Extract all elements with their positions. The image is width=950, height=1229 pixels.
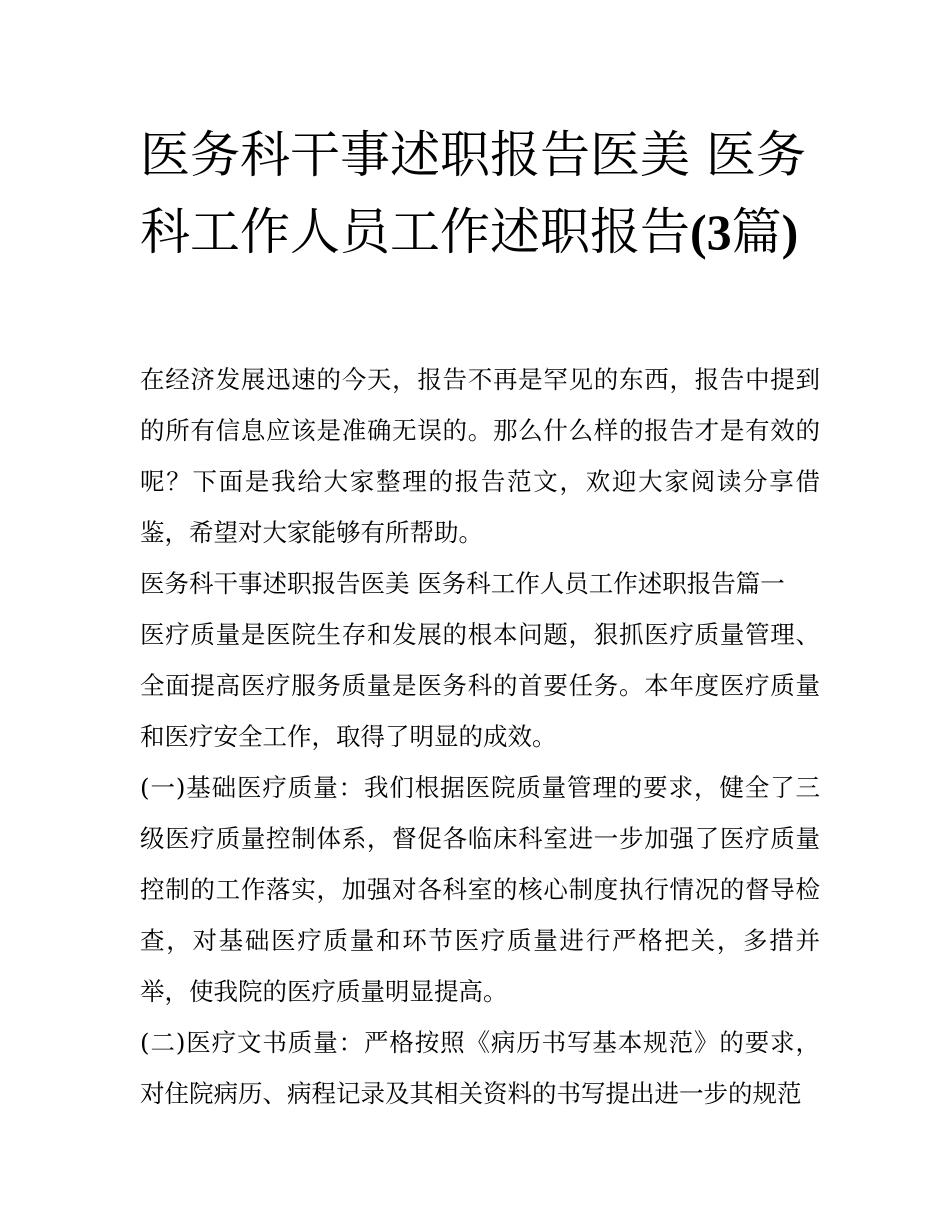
body-paragraph: (二)医疗文书质量：严格按照《病历书写基本规范》的要求，对住院病历、病程记录及其相关资料的书写提出进一步的规范: [140, 1028, 820, 1108]
body-paragraph: (一)基础医疗质量：我们根据医院质量管理的要求，健全了三级医疗质量控制体系，督促各临床科室进一步加强了医疗质量控制的工作落实，加强对各科室的核心制度执行情况的督导检查，对基础医疗质量和环节医疗质量进行严格把关，多措并举，使我院的医疗质量明显提高。: [140, 773, 820, 1006]
section-heading: 医务科干事述职报告医美 医务科工作人员工作述职报告篇一: [140, 569, 785, 598]
intro-paragraph: 在经济发展迅速的今天，报告不再是罕见的东西，报告中提到的所有信息应该是准确无误的。那么什么样的报告才是有效的呢？下面是我给大家整理的报告范文，欢迎大家阅读分享借鉴，希望对大家能够有所帮助。: [140, 365, 820, 547]
document-title: 医务科干事述职报告医美 医务科工作人员工作述职报告(3篇): [140, 126, 806, 261]
document-body: [140, 354, 820, 1119]
body-paragraph: 医疗质量是医院生存和发展的根本问题，狠抓医疗质量管理、全面提高医疗服务质量是医务科的首要任务。本年度医疗质量和医疗安全工作，取得了明显的成效。: [140, 620, 820, 751]
